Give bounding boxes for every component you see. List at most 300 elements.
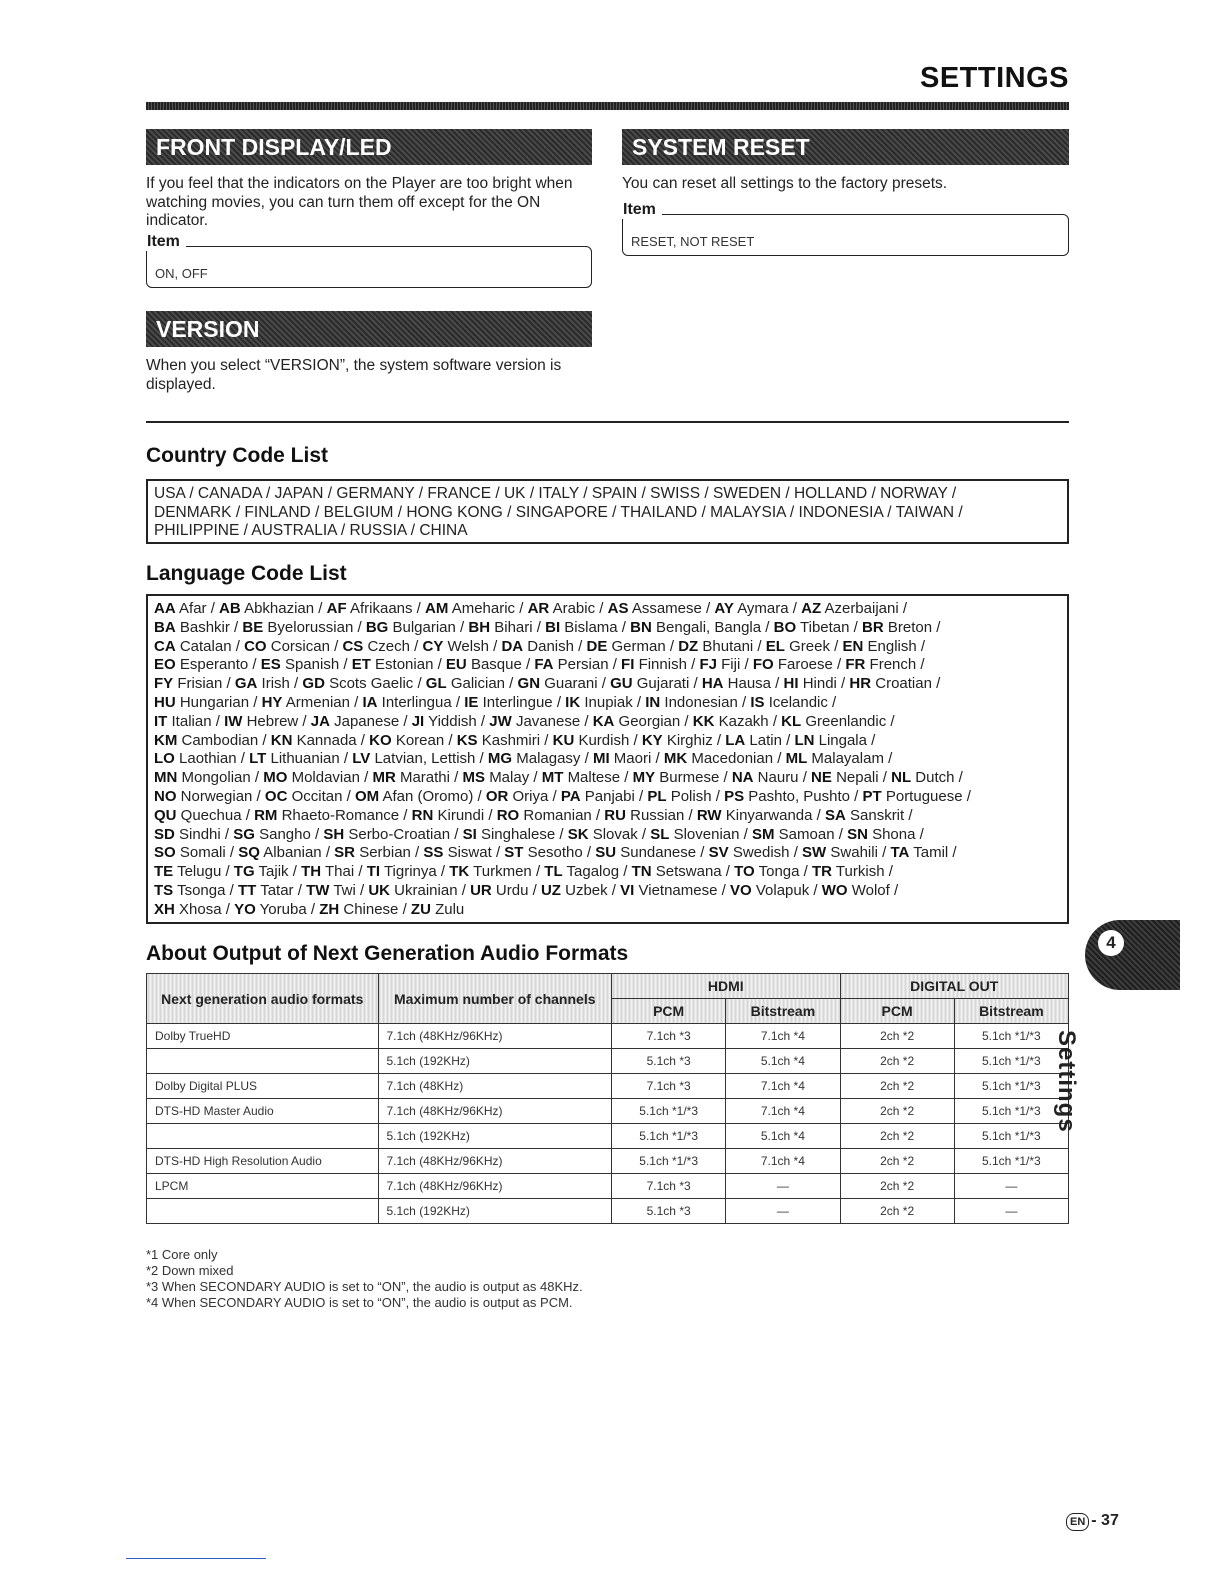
language-code: MO <box>263 769 288 787</box>
language-line: EO Esperanto / ES Spanish / ET Estonian / EU Basque / FA Persian / FI Finnish / FJ Fiji / FO Faroese / FR French / <box>154 656 925 674</box>
bottom-line <box>126 1558 266 1559</box>
language-name: Czech <box>367 637 410 655</box>
language-code: KA <box>592 712 615 730</box>
footnotes <box>146 1247 583 1311</box>
language-name: Byelorussian <box>267 618 354 636</box>
language-name: Welsh <box>447 637 489 655</box>
table-cell: — <box>954 1174 1068 1199</box>
language-name: Arabic <box>552 600 596 617</box>
language-name: Icelandic <box>768 693 828 711</box>
language-name: Samoan <box>778 825 835 843</box>
table-row <box>147 1099 1069 1124</box>
language-name: Aymara <box>737 600 789 617</box>
language-code: GU <box>610 675 633 693</box>
language-code: AF <box>326 600 347 617</box>
language-name: Maori <box>613 750 652 768</box>
table-cell <box>147 1199 379 1224</box>
language-code: SW <box>802 844 827 862</box>
language-code: TO <box>734 863 755 881</box>
language-name: Malagasy <box>516 750 581 768</box>
language-name: Oriya <box>512 787 549 805</box>
language-code: EO <box>154 656 176 674</box>
language-code: BO <box>773 618 797 636</box>
language-code: IE <box>464 693 479 711</box>
language-code: SO <box>154 844 176 862</box>
table-cell: 2ch *2 <box>840 1024 954 1049</box>
language-line: LO Laothian / LT Lithuanian / LV Latvian, Lettish / MG Malagasy / MI Maori / MK Macedonian / ML Malayalam / <box>154 750 893 768</box>
table-cell: 7.1ch *3 <box>612 1074 726 1099</box>
language-line: MN Mongolian / MO Moldavian / MR Marathi / MS Malay / MT Maltese / MY Burmese / NA Nauru / NE Nepali / NL Dutch / <box>154 769 963 787</box>
language-name: Maltese <box>567 769 621 787</box>
language-line: IT Italian / IW Hebrew / JA Japanese / JI Yiddish / JW Javanese / KA Georgian / KK Kazakh / KL Greenlandic / <box>154 712 895 730</box>
language-code: RM <box>254 806 278 824</box>
language-name: Laothian <box>179 750 237 768</box>
language-code: ZU <box>410 900 431 918</box>
language-name: Hindi <box>802 675 837 693</box>
front-display-heading: FRONT DISPLAY/LED <box>146 129 592 165</box>
language-code: JA <box>310 712 330 730</box>
language-code: KM <box>154 731 178 749</box>
country-code-box <box>146 479 1069 544</box>
language-code: MT <box>541 769 564 787</box>
language-code: IS <box>750 693 765 711</box>
language-name: Kashmiri <box>481 731 541 749</box>
language-name: Japanese <box>334 712 400 730</box>
language-line: FY Frisian / GA Irish / GD Scots Gaelic / GL Galician / GN Guarani / GU Gujarati / HA Hausa / HI Hindi / HR Croatian / <box>154 675 941 693</box>
audio-formats-heading: About Output of Next Generation Audio Formats <box>146 942 629 965</box>
language-code: YO <box>234 900 256 918</box>
language-name: Marathi <box>399 769 450 787</box>
language-code: CO <box>244 637 267 655</box>
table-cell: 5.1ch *1/*3 <box>954 1049 1068 1074</box>
front-display-text: If you feel that the indicators on the Player are too bright when watching movies, you can turn them off except for the ON indicator. <box>146 175 573 229</box>
language-name: Pashto, Pushto <box>748 787 850 805</box>
header-hdmi-pcm: PCM <box>612 999 726 1024</box>
language-code: SN <box>847 825 868 843</box>
language-name: Danish <box>527 637 574 655</box>
language-line: AA Afar / AB Abkhazian / AF Afrikaans / AM Ameharic / AR Arabic / AS Assamese / AY Aymara / AZ Azerbaijani / <box>154 600 908 617</box>
table-row <box>147 1199 1069 1224</box>
language-code: BH <box>468 618 491 636</box>
language-name: Lithuanian <box>270 750 340 768</box>
language-name: Albanian <box>263 844 322 862</box>
version-text: When you select “VERSION”, the system software version is displayed. <box>146 357 562 393</box>
language-code: GA <box>234 675 258 693</box>
language-code: ST <box>504 844 524 862</box>
language-code: CS <box>342 637 364 655</box>
language-code: LT <box>249 750 267 768</box>
language-code: SK <box>567 825 589 843</box>
language-code: PA <box>560 787 581 805</box>
table-cell: 5.1ch *4 <box>726 1124 840 1149</box>
language-name: Interlingua <box>381 693 452 711</box>
table-cell: 7.1ch *3 <box>612 1174 726 1199</box>
language-code: LO <box>154 750 175 768</box>
language-name: Xhosa <box>179 900 222 918</box>
language-code: IN <box>645 693 661 711</box>
table-cell: DTS-HD High Resolution Audio <box>147 1149 379 1174</box>
table-cell: 7.1ch (48KHz/96KHz) <box>378 1099 612 1124</box>
system-reset-item-label: Item <box>621 201 662 219</box>
language-name: Armenian <box>285 693 350 711</box>
table-row <box>147 1124 1069 1149</box>
language-line: BA Bashkir / BE Byelorussian / BG Bulgarian / BH Bihari / BI Bislama / BN Bengali, Bangla / BO Tibetan / BR Breton / <box>154 618 941 636</box>
language-name: Tsonga <box>177 881 226 899</box>
country-code-heading: Country Code List <box>146 444 328 467</box>
language-name: Thai <box>324 863 355 881</box>
language-line: SO Somali / SQ Albanian / SR Serbian / SS Siswat / ST Sesotho / SU Sundanese / SV Swedish / SW Swahili / TA Tamil / <box>154 844 957 862</box>
language-name: Corsican <box>270 637 330 655</box>
language-name: Tonga <box>758 863 800 881</box>
table-cell: 5.1ch *1/*3 <box>612 1099 726 1124</box>
language-name: Basque <box>470 656 522 674</box>
language-line: TS Tsonga / TT Tatar / TW Twi / UK Ukrainian / UR Urdu / UZ Uzbek / VI Vietnamese / VO Volapuk / WO Wolof / <box>154 881 899 899</box>
language-code: XH <box>154 900 175 918</box>
table-row <box>147 1149 1069 1174</box>
language-code: TG <box>233 863 255 881</box>
language-code: TK <box>449 863 470 881</box>
table-cell: 7.1ch (48KHz/96KHz) <box>378 1024 612 1049</box>
audio-formats-table <box>146 973 1069 1224</box>
language-line: SD Sindhi / SG Sangho / SH Serbo-Croatian / SI Singhalese / SK Slovak / SL Slovenian / SM Samoan / SN Shona / <box>154 825 924 843</box>
language-code: AA <box>154 600 176 617</box>
language-name: Romanian <box>523 806 592 824</box>
language-name: Afan (Oromo) <box>382 787 474 805</box>
language-code: BA <box>154 618 176 636</box>
language-code: CA <box>154 637 176 655</box>
language-code: WO <box>821 881 848 899</box>
language-name: Mongolian <box>181 769 251 787</box>
language-code: MS <box>462 769 486 787</box>
table-cell: 5.1ch *1/*3 <box>954 1124 1068 1149</box>
language-name: English <box>867 637 917 655</box>
language-name: Frisian <box>177 675 223 693</box>
table-cell: 2ch *2 <box>840 1049 954 1074</box>
language-code: TS <box>154 881 174 899</box>
language-code: PL <box>647 787 667 805</box>
language-code: TL <box>544 863 563 881</box>
language-name: Kirghiz <box>666 731 713 749</box>
table-cell <box>147 1124 379 1149</box>
language-code: RU <box>604 806 626 824</box>
table-row <box>147 1174 1069 1199</box>
table-cell: Dolby Digital PLUS <box>147 1074 379 1099</box>
language-name: Afrikaans <box>349 600 413 617</box>
language-code: VO <box>729 881 752 899</box>
language-name: Georgian <box>618 712 681 730</box>
language-name: Bengali, Bangla <box>656 618 762 636</box>
language-name: Afar <box>179 600 207 617</box>
language-code: QU <box>154 806 177 824</box>
language-code: KN <box>270 731 293 749</box>
language-name: Spanish <box>284 656 340 674</box>
language-name: Estonian <box>375 656 434 674</box>
language-name: Breton <box>887 618 933 636</box>
language-name: Greenlandic <box>805 712 887 730</box>
language-code: KU <box>552 731 575 749</box>
language-code: MG <box>487 750 513 768</box>
table-cell: — <box>954 1199 1068 1224</box>
language-name: Uzbek <box>565 881 608 899</box>
language-code: FO <box>752 656 774 674</box>
section-divider <box>146 421 1069 423</box>
language-name: French <box>869 656 917 674</box>
language-code: AB <box>219 600 241 617</box>
language-code: FJ <box>699 656 717 674</box>
language-code: SL <box>650 825 670 843</box>
language-line: NO Norwegian / OC Occitan / OM Afan (Oromo) / OR Oriya / PA Panjabi / PL Polish / PS Pashto, Pushto / PT Portuguese / <box>154 787 971 805</box>
table-cell: 5.1ch *1/*3 <box>954 1099 1068 1124</box>
language-name: Zulu <box>435 900 465 918</box>
language-code: TA <box>890 844 910 862</box>
language-code: RN <box>411 806 434 824</box>
header-hdmi: HDMI <box>612 974 840 999</box>
language-code: EU <box>445 656 467 674</box>
language-name: Russian <box>630 806 685 824</box>
table-cell: 5.1ch *1/*3 <box>954 1074 1068 1099</box>
language-name: Sesotho <box>527 844 583 862</box>
language-name: Fiji <box>721 656 741 674</box>
language-name: Finnish <box>638 656 687 674</box>
language-name: Rhaeto-Romance <box>281 806 400 824</box>
language-code: VI <box>620 881 635 899</box>
front-display-item-label: Item <box>145 233 186 251</box>
language-name: Burmese <box>659 769 720 787</box>
language-name: Malay <box>489 769 530 787</box>
language-name: Urdu <box>495 881 529 899</box>
language-name: Siswat <box>447 844 492 862</box>
language-line: KM Cambodian / KN Kannada / KO Korean / KS Kashmiri / KU Kurdish / KY Kirghiz / LA Latin / LN Lingala / <box>154 731 876 749</box>
footnote: *1 Core only <box>146 1247 218 1262</box>
language-code: TE <box>154 863 174 881</box>
page-title: SETTINGS <box>919 62 1069 94</box>
table-cell: 5.1ch *1/*3 <box>612 1149 726 1174</box>
table-cell: 2ch *2 <box>840 1199 954 1224</box>
language-name: Tigrinya <box>383 863 437 881</box>
language-name: Sangho <box>259 825 311 843</box>
language-name: Slovenian <box>673 825 740 843</box>
header-digital-pcm: PCM <box>840 999 954 1024</box>
table-cell: 7.1ch (48KHz) <box>378 1074 612 1099</box>
language-code: AR <box>527 600 550 617</box>
language-name: Korean <box>395 731 445 749</box>
language-code: OC <box>264 787 288 805</box>
language-name: Esperanto <box>179 656 249 674</box>
language-code: GD <box>302 675 325 693</box>
language-code: KO <box>369 731 392 749</box>
language-name: Interlingue <box>482 693 553 711</box>
table-cell: 5.1ch (192KHz) <box>378 1199 612 1224</box>
language-code: TI <box>366 863 381 881</box>
footnote: *4 When SECONDARY AUDIO is set to “ON”, the audio is output as PCM. <box>146 1295 573 1310</box>
language-code: HA <box>701 675 724 693</box>
header-digital-out: DIGITAL OUT <box>840 974 1069 999</box>
language-name: Catalan <box>179 637 232 655</box>
language-code: HI <box>783 675 799 693</box>
language-name: Quechua <box>180 806 242 824</box>
table-cell: 2ch *2 <box>840 1099 954 1124</box>
language-code: BR <box>862 618 884 636</box>
audio-table-body <box>147 1024 1069 1224</box>
language-code: NA <box>731 769 754 787</box>
language-name: Setswana <box>655 863 722 881</box>
language-code: IK <box>565 693 581 711</box>
language-name: Serbo-Croatian <box>348 825 451 843</box>
language-code: OM <box>354 787 380 805</box>
top-rule <box>146 102 1069 110</box>
table-cell: 7.1ch *3 <box>612 1024 726 1049</box>
language-code: PS <box>724 787 745 805</box>
language-code: IW <box>224 712 243 730</box>
front-display-item-values: ON, OFF <box>155 266 208 281</box>
language-code: LV <box>352 750 371 768</box>
language-name: Ukrainian <box>394 881 458 899</box>
language-code: SA <box>824 806 846 824</box>
language-name: Swedish <box>732 844 790 862</box>
language-code: GL <box>425 675 447 693</box>
language-name: Hausa <box>727 675 772 693</box>
language-name: Kurdish <box>578 731 630 749</box>
table-cell: 5.1ch *3 <box>612 1199 726 1224</box>
language-code: MY <box>632 769 656 787</box>
country-line: USA / CANADA / JAPAN / GERMANY / FRANCE / UK / ITALY / SPAIN / SWISS / SWEDEN / HOLLAND / NORWAY / <box>154 485 957 502</box>
table-cell: LPCM <box>147 1174 379 1199</box>
language-name: Nauru <box>757 769 799 787</box>
language-name: Somali <box>179 844 226 862</box>
language-name: Volapuk <box>755 881 810 899</box>
language-name: Tatar <box>260 881 294 899</box>
language-name: Serbian <box>359 844 411 862</box>
table-cell: 5.1ch (192KHz) <box>378 1049 612 1074</box>
language-code: FR <box>845 656 866 674</box>
language-code: SS <box>423 844 444 862</box>
language-code: HU <box>154 693 176 711</box>
language-name: Norwegian <box>180 787 253 805</box>
language-code: RO <box>496 806 520 824</box>
language-code: NL <box>891 769 912 787</box>
header-digital-bitstream: Bitstream <box>954 999 1068 1024</box>
language-code: SM <box>752 825 775 843</box>
table-cell: 7.1ch *4 <box>726 1099 840 1124</box>
language-code: NE <box>811 769 832 787</box>
language-code: SQ <box>238 844 260 862</box>
language-name: Tajik <box>258 863 289 881</box>
language-code: MI <box>592 750 610 768</box>
language-name: Hebrew <box>246 712 299 730</box>
language-name: Turkmen <box>473 863 532 881</box>
language-code: BG <box>365 618 389 636</box>
language-name: Sindhi <box>179 825 221 843</box>
language-name: Gujarati <box>636 675 690 693</box>
language-code: AM <box>425 600 449 617</box>
language-name: Kazakh <box>718 712 769 730</box>
language-name: Guarani <box>544 675 598 693</box>
language-name: Latvian, Lettish <box>374 750 476 768</box>
language-code: KL <box>781 712 802 730</box>
language-name: Sundanese <box>620 844 697 862</box>
table-cell: — <box>726 1199 840 1224</box>
table-cell: 7.1ch (48KHz/96KHz) <box>378 1149 612 1174</box>
header-hdmi-bitstream: Bitstream <box>726 999 840 1024</box>
language-name: Kinyarwanda <box>725 806 813 824</box>
table-cell: 7.1ch *4 <box>726 1074 840 1099</box>
language-code: ZH <box>319 900 340 918</box>
language-name: Occitan <box>291 787 343 805</box>
language-code: BI <box>545 618 561 636</box>
language-line: QU Quechua / RM Rhaeto-Romance / RN Kirundi / RO Romanian / RU Russian / RW Kinyarwanda / SA Sanskrit / <box>154 806 913 824</box>
language-code: HY <box>261 693 283 711</box>
table-cell: 5.1ch (192KHz) <box>378 1124 612 1149</box>
language-name: Faroese <box>777 656 833 674</box>
language-code: CY <box>422 637 444 655</box>
table-cell: 2ch *2 <box>840 1074 954 1099</box>
table-row <box>147 1074 1069 1099</box>
table-cell: — <box>726 1174 840 1199</box>
language-code: TR <box>812 863 833 881</box>
table-cell: 5.1ch *3 <box>612 1049 726 1074</box>
language-code: LN <box>794 731 815 749</box>
chapter-number: 4 <box>1098 930 1124 956</box>
language-code: DZ <box>678 637 699 655</box>
language-line: TE Telugu / TG Tajik / TH Thai / TI Tigrinya / TK Turkmen / TL Tagalog / TN Setswana / TO Tonga / TR Turkish / <box>154 863 893 881</box>
language-code: DE <box>586 637 608 655</box>
language-name: Sanskrit <box>850 806 905 824</box>
language-code: AS <box>607 600 629 617</box>
table-cell: 5.1ch *1/*3 <box>954 1149 1068 1174</box>
language-name: Irish <box>261 675 290 693</box>
language-code: SG <box>233 825 255 843</box>
language-code: KK <box>692 712 715 730</box>
language-name: Latin <box>749 731 782 749</box>
table-cell: Dolby TrueHD <box>147 1024 379 1049</box>
language-code: MR <box>372 769 396 787</box>
language-code: LA <box>725 731 746 749</box>
language-name: Kannada <box>296 731 357 749</box>
chapter-tab <box>1085 920 1180 990</box>
language-code: SH <box>323 825 345 843</box>
language-code: UZ <box>540 881 561 899</box>
language-code: ET <box>351 656 371 674</box>
language-name: Macedonian <box>691 750 774 768</box>
language-code: GN <box>517 675 541 693</box>
language-code: UK <box>368 881 390 899</box>
language-name: Bulgarian <box>392 618 456 636</box>
language-code: AY <box>714 600 734 617</box>
language-code: SI <box>462 825 477 843</box>
table-row <box>147 1024 1069 1049</box>
language-code: JW <box>489 712 512 730</box>
language-code: EN <box>842 637 864 655</box>
language-name: Scots Gaelic <box>329 675 414 693</box>
language-code: JI <box>411 712 425 730</box>
language-name: Croatian <box>875 675 932 693</box>
language-name: Italian <box>171 712 212 730</box>
language-name: Javanese <box>515 712 581 730</box>
system-reset-item-box <box>622 201 1069 256</box>
language-name: Galician <box>450 675 506 693</box>
language-code: AZ <box>801 600 822 617</box>
language-code: IA <box>362 693 378 711</box>
language-name: Panjabi <box>584 787 635 805</box>
language-code: ML <box>785 750 808 768</box>
table-cell: 7.1ch *4 <box>726 1149 840 1174</box>
language-code: BE <box>242 618 264 636</box>
front-display-item-box <box>146 233 592 288</box>
language-code: TH <box>301 863 322 881</box>
table-cell: 2ch *2 <box>840 1149 954 1174</box>
table-cell: 5.1ch *4 <box>726 1049 840 1074</box>
language-code: KS <box>456 731 478 749</box>
